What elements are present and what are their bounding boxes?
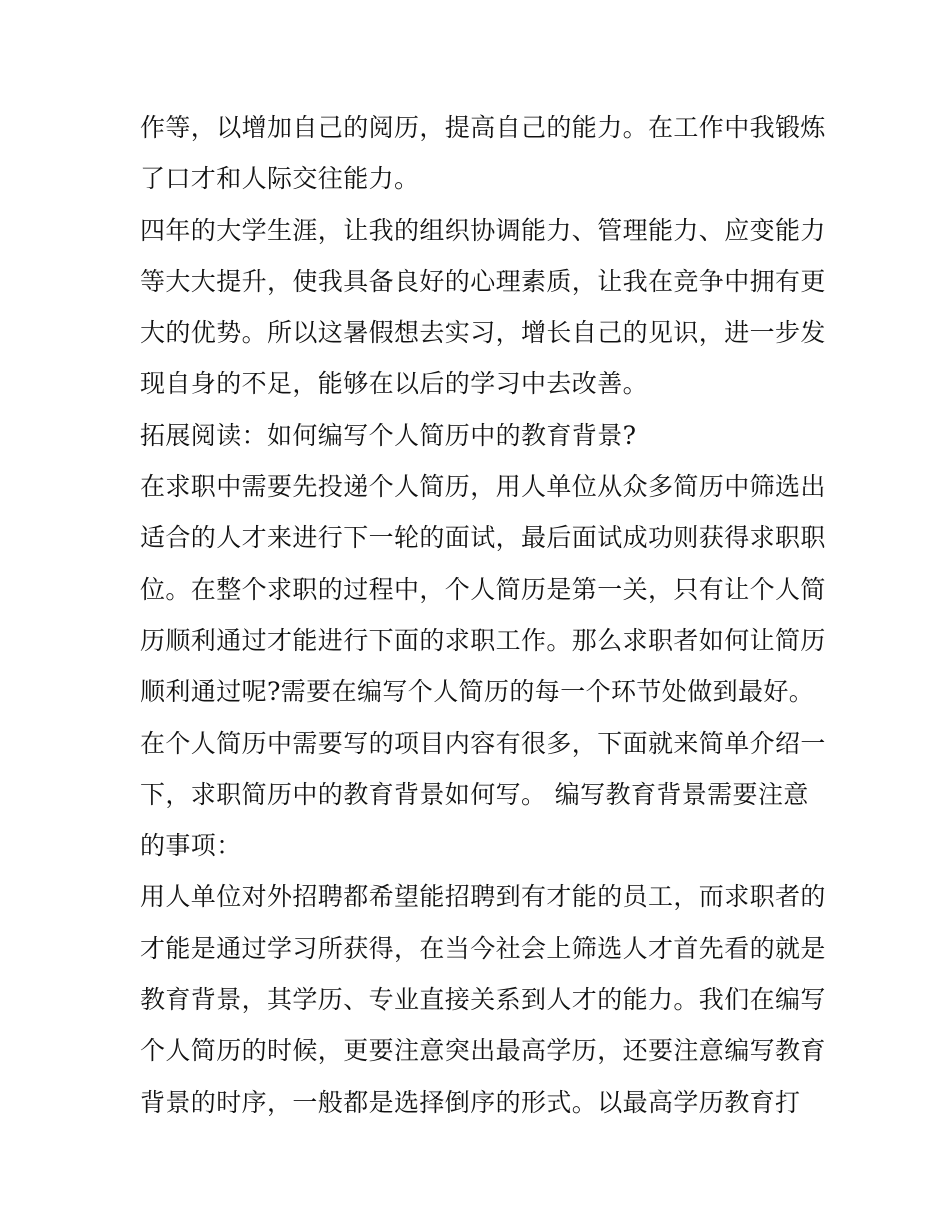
text-line: 等大大提升，使我具备良好的心理素质，让我在竞争中拥有更 xyxy=(140,266,826,296)
text-line: 适合的人才来进行下一轮的面试，最后面试成功则获得求职职 xyxy=(140,523,826,553)
section-heading: 拓展阅读：如何编写个人简历中的教育背景? xyxy=(140,420,637,450)
text-line: 在求职中需要先投递个人简历，用人单位从众多简历中筛选出 xyxy=(140,472,826,502)
text-line: 历顺利通过才能进行下面的求职工作。那么求职者如何让简历 xyxy=(140,625,826,655)
text-line: 个人简历的时候，更要注意突出最高学历，还要注意编写教育 xyxy=(140,1036,826,1066)
text-line: 在个人简历中需要写的项目内容有很多，下面就来简单介绍一 xyxy=(140,728,826,758)
text-line: 背景的时序，一般都是选择倒序的形式。以最高学历教育打 xyxy=(140,1087,801,1117)
text-line: 下，求职简历中的教育背景如何写。 编写教育背景需要注意 xyxy=(140,779,809,809)
text-line: 四年的大学生涯，让我的组织协调能力、管理能力、应变能力 xyxy=(140,215,826,245)
text-line: 了口才和人际交往能力。 xyxy=(140,164,420,194)
text-line: 教育背景，其学历、专业直接关系到人才的能力。我们在编写 xyxy=(140,985,826,1015)
text-line: 才能是通过学习所获得，在当今社会上筛选人才首先看的就是 xyxy=(140,933,826,963)
text-line: 用人单位对外招聘都希望能招聘到有才能的员工，而求职者的 xyxy=(140,882,826,912)
document-body xyxy=(140,102,826,1128)
text-line: 顺利通过呢?需要在编写个人简历的每一个环节处做到最好。 xyxy=(140,677,815,707)
text-line: 的事项： xyxy=(140,831,242,861)
text-line: 现自身的不足，能够在以后的学习中去改善。 xyxy=(140,369,649,399)
text-line: 位。在整个求职的过程中，个人简历是第一关，只有让个人简 xyxy=(140,574,826,604)
text-line: 作等，以增加自己的阅历，提高自己的能力。在工作中我锻炼 xyxy=(140,113,826,142)
text-line: 大的优势。所以这暑假想去实习，增长自己的见识，进一步发 xyxy=(140,318,826,348)
